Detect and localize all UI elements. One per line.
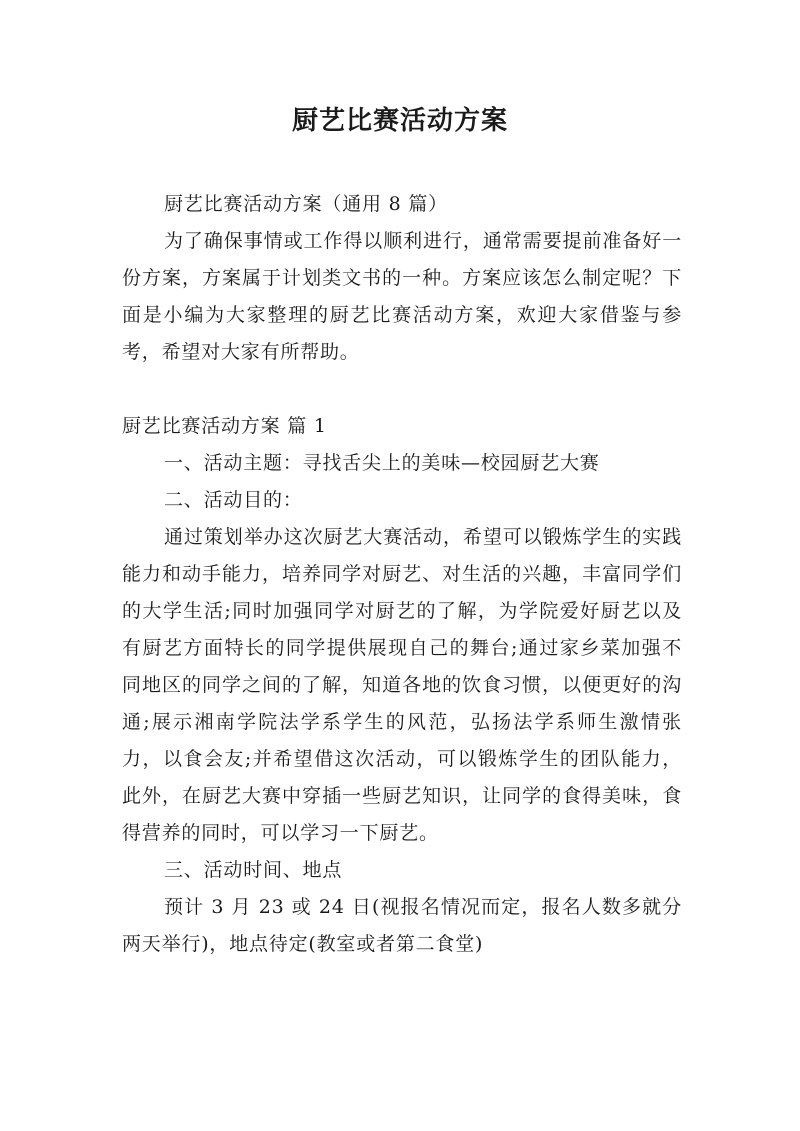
section-heading: 厨艺比赛活动方案 篇 1 bbox=[122, 415, 327, 437]
document-body bbox=[122, 186, 682, 963]
intro-paragraph: 为了确保事情或工作得以顺利进行，通常需要提前准备好一份方案，方案属于计划类文书的一种。方案应该怎么制定呢？下面是小编为大家整理的厨艺比赛活动方案，欢迎大家借鉴与参考，希望对大家有所帮助。 bbox=[122, 230, 682, 363]
activity-time-body: 预计 3 月 23 或 24 日(视报名情况而定，报名人数多就分两天举行)，地点待定(教室或者第二食堂) bbox=[122, 896, 682, 955]
activity-time-heading: 三、活动时间、地点 bbox=[164, 859, 343, 881]
document-subtitle: 厨艺比赛活动方案（通用 8 篇） bbox=[164, 193, 448, 215]
activity-purpose-body: 通过策划举办这次厨艺大赛活动，希望可以锻炼学生的实践能力和动手能力，培养同学对厨艺、对生活的兴趣，丰富同学们的大学生活;同时加强同学对厨艺的了解，为学院爱好厨艺以及有厨艺方面特长的同学提供展现自己的舞台;通过家乡菜加强不同地区的同学之间的了解，知道各地的饮食习惯，以便更好的沟通;展示湘南学院法学系学生的风范，弘扬法学系师生激情张力，以食会友;并希望借这次活动，可以锻炼学生的团队能力，此外，在厨艺大赛中穿插一些厨艺知识，让同学的食得美味，食得营养的同时，可以学习一下厨艺。 bbox=[122, 526, 682, 844]
activity-purpose-heading: 二、活动目的： bbox=[164, 489, 303, 511]
activity-theme: 一、活动主题：寻找舌尖上的美味—校园厨艺大赛 bbox=[164, 452, 600, 474]
paragraph-spacer bbox=[122, 371, 682, 408]
document-title: 厨艺比赛活动方案 bbox=[291, 106, 508, 136]
